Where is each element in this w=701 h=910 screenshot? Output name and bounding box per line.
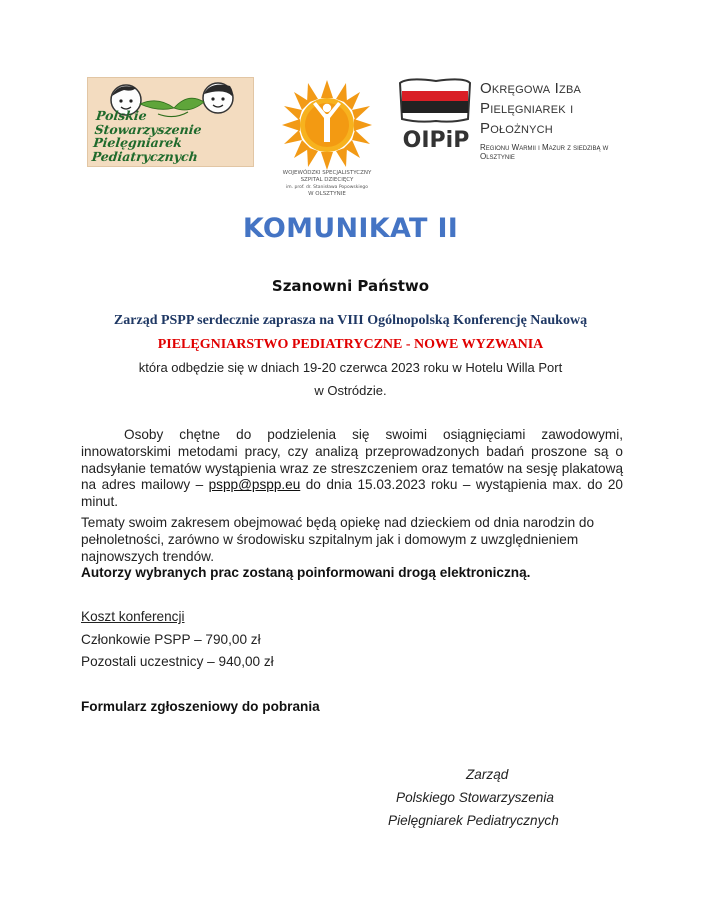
- call-for-papers-paragraph: [81, 427, 623, 511]
- greeting: Szanowni Państwo: [271, 277, 430, 295]
- hospital-caption-line: SZPITAL DZIECIĘCY: [300, 177, 354, 183]
- oipip-emblem-icon: [398, 77, 474, 153]
- page-title: KOMUNIKAT II: [242, 213, 459, 244]
- pspp-logo-line: Pielęgniarek: [92, 135, 183, 150]
- hospital-caption-line: W OLSZTYNIE: [308, 191, 346, 197]
- paragraph-text: do dnia 15.03.2023 roku – wystąpienia max. do 20 minut.: [81, 477, 623, 510]
- cost-heading: Koszt konferencji: [81, 609, 185, 624]
- signature-line: Pielęgniarek Pediatrycznych: [388, 813, 559, 828]
- hospital-caption-line: WOJEWÓDZKI SPECJALISTYCZNY: [282, 170, 372, 176]
- signature-line: Polskiego Stowarzyszenia: [396, 790, 554, 805]
- hospital-caption-line: im. prof. dr. Stanisława Popowskiego: [285, 185, 369, 190]
- oipip-region-line: Regionu Warmii i Mazur z siedzibą w Olsztynie: [480, 143, 609, 161]
- conference-title: PIELĘGNIARSTWO PEDIATRYCZNE - NOWE WYZWANIA: [157, 337, 544, 352]
- date-location-line-2: w Ostródzie.: [314, 383, 387, 398]
- topics-text: Tematy swoim zakresem obejmować będą opiekę nad dzieckiem od dnia narodzin do pełnoletności, zarówno w środowisku szpitalnym jak i domowym z uwzględnieniem najnowszych trendów.: [81, 515, 595, 564]
- pspp-logo-line: Polskie: [95, 108, 148, 123]
- authors-notice: Autorzy wybranych prac zostaną poinformowani drogą elektroniczną.: [81, 565, 531, 581]
- hospital-logo: [280, 80, 374, 210]
- oipip-name: [480, 79, 628, 161]
- registration-form-link[interactable]: Formularz zgłoszeniowy do pobrania: [81, 699, 320, 714]
- oipip-mark: OIPiP: [402, 128, 470, 153]
- cost-others: Pozostali uczestnicy – 940,00 zł: [81, 654, 274, 669]
- cost-members: Członkowie PSPP – 790,00 zł: [81, 632, 261, 647]
- paragraph-text: Osoby chętne do podzielenia się swoimi osiągnięciami zawodowymi, innowatorskimi metodami pracy, czy analizą przeprowadzonych badań proszone są o nadsyłanie tematów wystąpienia wraz ze streszczeniem oraz tematów na sesję plakatową na adres mailowy –: [81, 427, 623, 493]
- email-link[interactable]: pspp@pspp.eu: [208, 477, 301, 493]
- pspp-logo-line: Stowarzyszenie: [93, 121, 203, 137]
- oipip-logo: [398, 77, 628, 161]
- pspp-logo-text: [91, 109, 204, 163]
- hospital-caption: [280, 170, 374, 198]
- oipip-name-line: Okręgowa Izba: [480, 80, 582, 97]
- topics-paragraph: [81, 515, 623, 582]
- sun-child-icon: [280, 80, 374, 170]
- pspp-logo-line: Pediatrycznych: [91, 148, 199, 164]
- signature-line: Zarząd: [466, 767, 509, 782]
- date-location-line: która odbędzie się w dniach 19-20 czerwca 2023 roku w Hotelu Willa Port: [138, 360, 563, 375]
- pspp-logo: [87, 77, 254, 167]
- invitation-line: Zarząd PSPP serdecznie zaprasza na VIII Ogólnopolską Konferencję Naukową: [113, 313, 588, 328]
- oipip-name-line: Pielęgniarek i Położnych: [480, 100, 574, 137]
